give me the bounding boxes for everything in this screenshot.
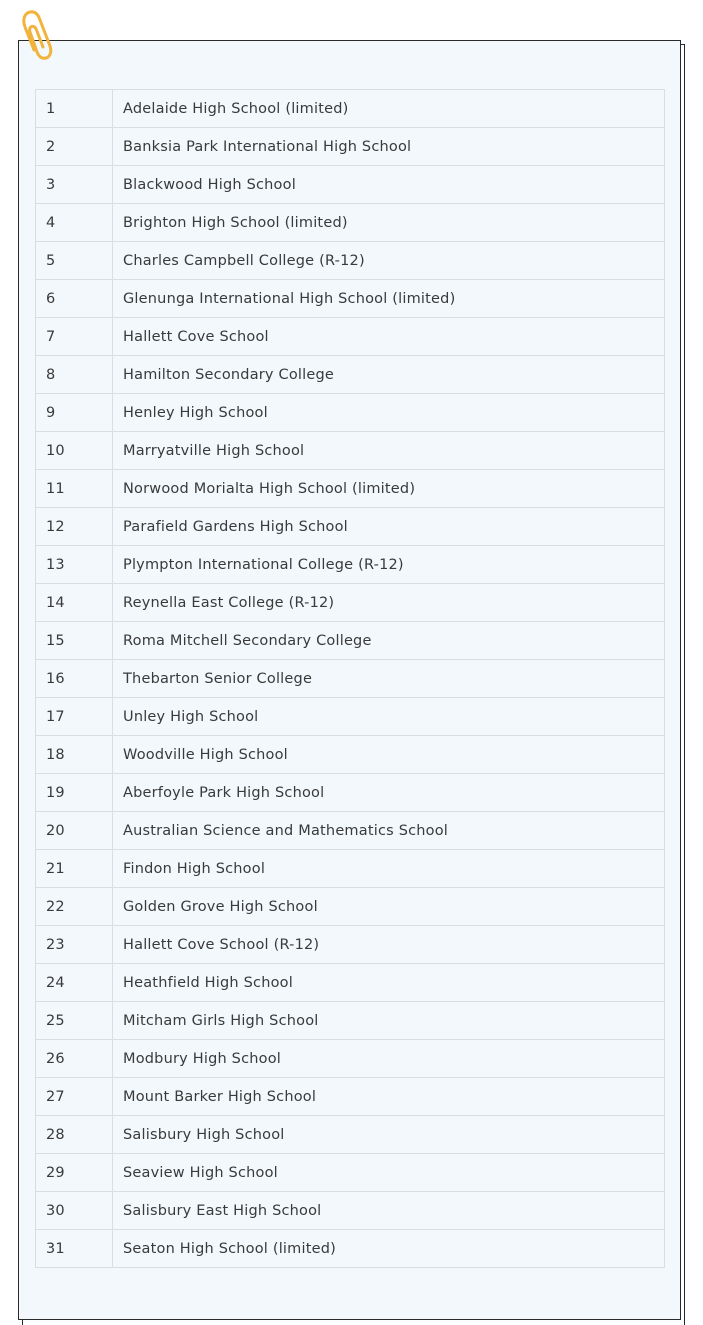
- table-row: [36, 1192, 665, 1230]
- school-name: Heathfield High School: [113, 964, 665, 1002]
- table-row: [36, 204, 665, 242]
- school-number: 18: [36, 736, 113, 774]
- table-row: [36, 1116, 665, 1154]
- school-name: Henley High School: [113, 394, 665, 432]
- school-name: Blackwood High School: [113, 166, 665, 204]
- school-number: 1: [36, 90, 113, 128]
- table-row: [36, 166, 665, 204]
- school-name: Banksia Park International High School: [113, 128, 665, 166]
- school-name: Thebarton Senior College: [113, 660, 665, 698]
- school-number: 2: [36, 128, 113, 166]
- school-name: Woodville High School: [113, 736, 665, 774]
- table-row: [36, 1040, 665, 1078]
- table-row: [36, 128, 665, 166]
- table-row: [36, 394, 665, 432]
- school-number: 27: [36, 1078, 113, 1116]
- school-number: 6: [36, 280, 113, 318]
- table-row: [36, 1230, 665, 1268]
- table-row: [36, 926, 665, 964]
- school-number: 22: [36, 888, 113, 926]
- table-row: [36, 660, 665, 698]
- school-name: Unley High School: [113, 698, 665, 736]
- school-name: Hamilton Secondary College: [113, 356, 665, 394]
- school-number: 30: [36, 1192, 113, 1230]
- table-row: [36, 1002, 665, 1040]
- table-row: [36, 356, 665, 394]
- table-row: [36, 546, 665, 584]
- school-name: Marryatville High School: [113, 432, 665, 470]
- school-name: Plympton International College (R-12): [113, 546, 665, 584]
- school-number: 8: [36, 356, 113, 394]
- school-name: Salisbury High School: [113, 1116, 665, 1154]
- table-row: [36, 888, 665, 926]
- school-number: 15: [36, 622, 113, 660]
- school-name: Hallett Cove School: [113, 318, 665, 356]
- school-number: 21: [36, 850, 113, 888]
- school-name: Mount Barker High School: [113, 1078, 665, 1116]
- school-number: 7: [36, 318, 113, 356]
- school-number: 16: [36, 660, 113, 698]
- school-name: Golden Grove High School: [113, 888, 665, 926]
- school-name: Parafield Gardens High School: [113, 508, 665, 546]
- table-row: [36, 850, 665, 888]
- school-name: Findon High School: [113, 850, 665, 888]
- school-number: 9: [36, 394, 113, 432]
- table-row: [36, 90, 665, 128]
- table-row: [36, 698, 665, 736]
- school-name: Adelaide High School (limited): [113, 90, 665, 128]
- school-number: 24: [36, 964, 113, 1002]
- school-name: Aberfoyle Park High School: [113, 774, 665, 812]
- table-row: [36, 964, 665, 1002]
- school-name: Roma Mitchell Secondary College: [113, 622, 665, 660]
- school-number: 12: [36, 508, 113, 546]
- school-number: 11: [36, 470, 113, 508]
- paperclip-icon: [20, 10, 60, 64]
- school-name: Brighton High School (limited): [113, 204, 665, 242]
- table-row: [36, 432, 665, 470]
- school-name: Australian Science and Mathematics School: [113, 812, 665, 850]
- school-name: Salisbury East High School: [113, 1192, 665, 1230]
- table-row: [36, 318, 665, 356]
- school-name: Mitcham Girls High School: [113, 1002, 665, 1040]
- table-row: [36, 812, 665, 850]
- table-row: [36, 470, 665, 508]
- school-number: 14: [36, 584, 113, 622]
- table-row: [36, 242, 665, 280]
- school-number: 19: [36, 774, 113, 812]
- school-number: 17: [36, 698, 113, 736]
- table-row: [36, 1078, 665, 1116]
- school-name: Charles Campbell College (R-12): [113, 242, 665, 280]
- school-number: 28: [36, 1116, 113, 1154]
- school-number: 23: [36, 926, 113, 964]
- table-row: [36, 622, 665, 660]
- school-name: Glenunga International High School (limited): [113, 280, 665, 318]
- table-row: [36, 774, 665, 812]
- school-number: 31: [36, 1230, 113, 1268]
- school-number: 29: [36, 1154, 113, 1192]
- school-name: Seaview High School: [113, 1154, 665, 1192]
- school-number: 10: [36, 432, 113, 470]
- table-row: [36, 1154, 665, 1192]
- table-row: [36, 508, 665, 546]
- school-number: 25: [36, 1002, 113, 1040]
- table-row: [36, 736, 665, 774]
- note-card: [18, 40, 681, 1320]
- school-number: 5: [36, 242, 113, 280]
- school-name: Seaton High School (limited): [113, 1230, 665, 1268]
- school-number: 4: [36, 204, 113, 242]
- school-name: Modbury High School: [113, 1040, 665, 1078]
- school-name: Norwood Morialta High School (limited): [113, 470, 665, 508]
- school-number: 3: [36, 166, 113, 204]
- school-number: 13: [36, 546, 113, 584]
- school-number: 20: [36, 812, 113, 850]
- school-name: Hallett Cove School (R-12): [113, 926, 665, 964]
- school-number: 26: [36, 1040, 113, 1078]
- school-name: Reynella East College (R-12): [113, 584, 665, 622]
- school-list-body: [36, 90, 665, 1268]
- school-list-table: [35, 89, 665, 1268]
- table-row: [36, 280, 665, 318]
- table-row: [36, 584, 665, 622]
